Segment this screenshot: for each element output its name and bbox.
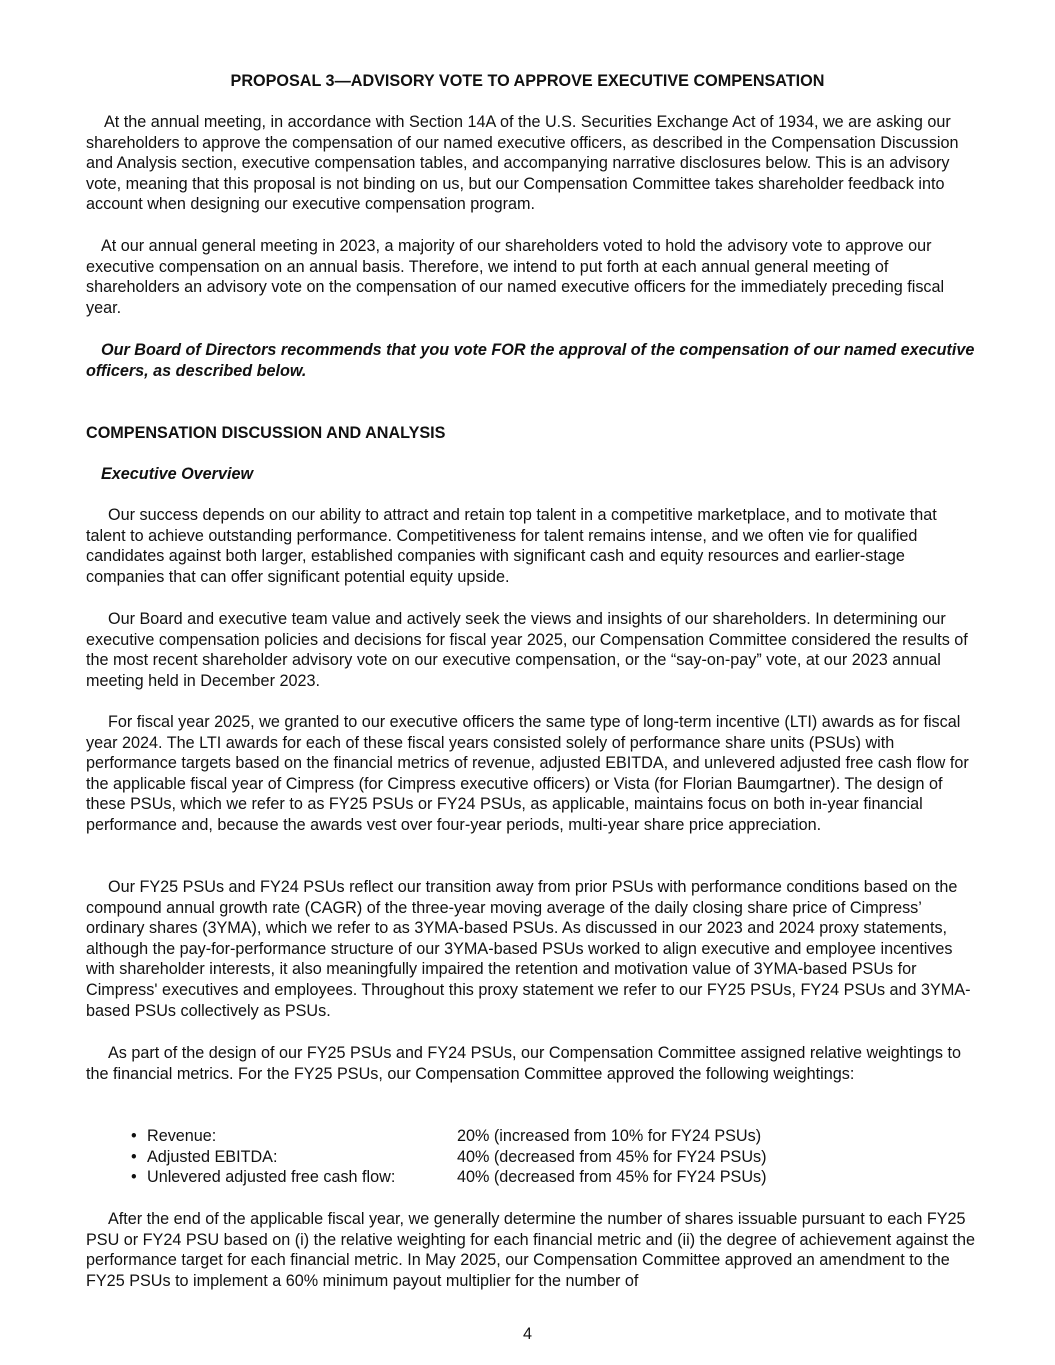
intro-paragraph bbox=[86, 112, 976, 215]
weighting-label: Adjusted EBITDA: bbox=[147, 1147, 278, 1166]
list-item bbox=[131, 1147, 767, 1168]
share-determination-paragraph-text: After the end of the applicable fiscal year, we generally determine the number of shares issuable pursuant to each FY25 PSU or FY24 PSU based on (i) the relative weighting for each financial metric and (ii) the degree of achievement against the performance target for each financial metric. In May 2025, our Compensation Committee approved an amendment to the FY25 PSUs to implement a 60% minimum payout multiplier for the number of bbox=[86, 1210, 975, 1290]
psu-transition-paragraph-text: Our FY25 PSUs and FY24 PSUs reflect our transition away from prior PSUs with performance conditions based on the compound annual growth rate (CAGR) of the three-year moving average of the daily closing share price of Cimpress’ ordinary shares (3YMA), which we refer to as 3YMA-based PSUs. As discussed in our 2023 and 2024 proxy statements, although the pay-for-performance structure of our 3YMA-based PSUs worked to align executive and employee incentives with shareholder interests, it also meaningfully impaired the retention and motivation value of 3YMA-based PSUs for Cimpress' executives and employees. Throughout this proxy statement we refer to our FY25 PSUs, FY24 PSUs and 3YMA-based PSUs collectively as PSUs. bbox=[86, 878, 971, 1020]
section-heading: COMPENSATION DISCUSSION AND ANALYSIS bbox=[86, 424, 446, 442]
talent-paragraph-text: Our success depends on our ability to attract and retain top talent in a competitive marketplace, and to motivate that talent to achieve outstanding performance. Competitiveness for talent remains intense, and we often vie for qualified candidates against both larger, established companies with significant cash and equity resources and earlier-stage companies that can offer significant potential equity upside. bbox=[86, 506, 937, 586]
weighting-value: 20% (increased from 10% for FY24 PSUs) bbox=[457, 1127, 762, 1145]
proposal-title: PROPOSAL 3—ADVISORY VOTE TO APPROVE EXECUTIVE COMPENSATION bbox=[230, 72, 825, 90]
list-item bbox=[131, 1167, 767, 1188]
share-determination-paragraph bbox=[86, 1209, 976, 1291]
bullet-icon: • bbox=[131, 1168, 137, 1187]
lti-awards-paragraph-text: For fiscal year 2025, we granted to our executive officers the same type of long-term incentive (LTI) awards as for fiscal year 2024. The LTI awards for each of these fiscal years consisted solely of performance share units (PSUs) with performance targets based on the financial metrics of revenue, adjusted EBITDA, and unlevered adjusted free cash flow for the applicable fiscal year of Cimpress (for Cimpress executive officers) or Vista (for Florian Baumgartner). The design of these PSUs, which we refer to as FY25 PSUs or FY24 PSUs, as applicable, maintains focus on both in-year financial performance and, because the awards vest over four-year periods, multi-year share price appreciation. bbox=[86, 713, 969, 834]
psu-transition-paragraph bbox=[86, 877, 976, 1021]
list-item bbox=[131, 1126, 762, 1147]
weightings-intro-paragraph-text: As part of the design of our FY25 PSUs and FY24 PSUs, our Compensation Committee assigned relative weightings to the financial metrics. For the FY25 PSUs, our Compensation Committee approved the following weightings: bbox=[86, 1044, 961, 1083]
annual-vote-paragraph-text: At our annual general meeting in 2023, a majority of our shareholders voted to hold the advisory vote to approve our executive compensation on an annual basis. Therefore, we intend to put forth at each annual general meeting of shareholders an advisory vote on the compensation of our named executive officers for the immediately preceding fiscal year. bbox=[86, 237, 945, 317]
weighting-value: 40% (decreased from 45% for FY24 PSUs) bbox=[457, 1168, 767, 1187]
executive-overview-heading: Executive Overview bbox=[101, 465, 254, 483]
lti-awards-paragraph bbox=[86, 712, 976, 836]
page-number: 4 bbox=[522, 1325, 532, 1343]
talent-paragraph bbox=[86, 505, 976, 587]
weighting-value: 40% (decreased from 45% for FY24 PSUs) bbox=[457, 1147, 767, 1166]
weighting-label: Unlevered adjusted free cash flow: bbox=[147, 1168, 396, 1187]
annual-vote-paragraph bbox=[86, 236, 976, 318]
bullet-icon: • bbox=[131, 1147, 137, 1166]
board-recommendation bbox=[86, 340, 976, 381]
weightings-list bbox=[131, 1126, 831, 1190]
weighting-label: Revenue: bbox=[147, 1127, 217, 1145]
board-recommendation-text: Our Board of Directors recommends that you vote FOR the approval of the compensation of our named executive officers, as described below. bbox=[86, 341, 975, 380]
weightings-intro-paragraph bbox=[86, 1043, 976, 1084]
say-on-pay-paragraph bbox=[86, 609, 976, 691]
intro-paragraph-text: At the annual meeting, in accordance with Section 14A of the U.S. Securities Exchange Act of 1934, we are asking our shareholders to approve the compensation of our named executive officers, as described in the Compensation Discussion and Analysis section, executive compensation tables, and accompanying narrative disclosures below. This is an advisory vote, meaning that this proposal is not binding on us, but our Compensation Committee takes shareholder feedback into account when designing our executive compensation program. bbox=[86, 113, 959, 214]
bullet-icon: • bbox=[131, 1127, 137, 1145]
say-on-pay-paragraph-text: Our Board and executive team value and actively seek the views and insights of our shareholders. In determining our executive compensation policies and decisions for fiscal year 2025, our Compensation Committee considered the results of the most recent shareholder advisory vote on our executive compensation, or the “say-on-pay” vote, at our 2023 annual meeting held in December 2023. bbox=[86, 610, 968, 690]
